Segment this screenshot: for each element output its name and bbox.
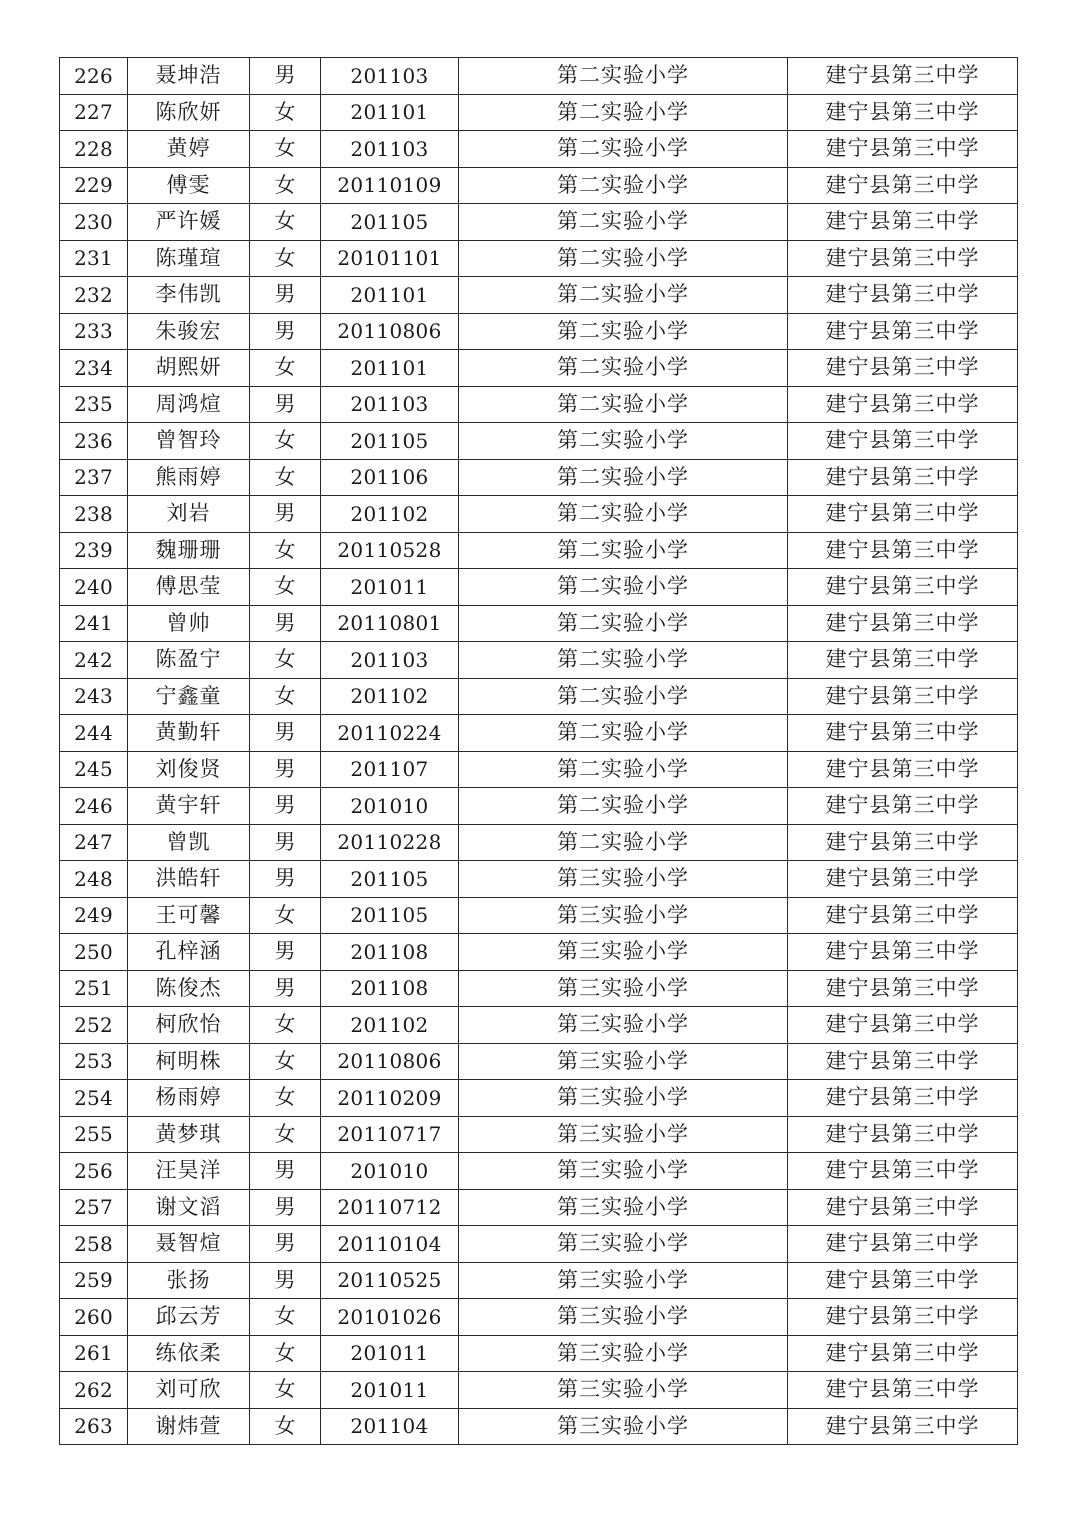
primary-school-cell: 第三实验小学 [459, 1226, 788, 1263]
row-number-cell: 238 [60, 496, 128, 533]
student-name-cell: 汪昊洋 [128, 1153, 250, 1190]
row-number-cell: 234 [60, 350, 128, 387]
assigned-school-cell: 建宁县第三中学 [788, 313, 1018, 350]
table-row [60, 131, 1018, 168]
student-name-cell: 谢文滔 [128, 1189, 250, 1226]
student-name-cell: 杨雨婷 [128, 1080, 250, 1117]
primary-school-cell: 第二实验小学 [459, 94, 788, 131]
assigned-school-cell: 建宁县第三中学 [788, 824, 1018, 861]
primary-school-cell: 第二实验小学 [459, 58, 788, 95]
gender-cell: 男 [250, 386, 321, 423]
roster-body [60, 58, 1018, 1445]
birth-date-cell: 20101026 [321, 1299, 459, 1336]
gender-cell: 男 [250, 861, 321, 898]
gender-cell: 女 [250, 423, 321, 460]
table-row [60, 1153, 1018, 1190]
primary-school-cell: 第二实验小学 [459, 240, 788, 277]
student-name-cell: 刘俊贤 [128, 751, 250, 788]
row-number-cell: 244 [60, 715, 128, 752]
student-name-cell: 傅雯 [128, 167, 250, 204]
birth-date-cell: 20110806 [321, 1043, 459, 1080]
primary-school-cell: 第二实验小学 [459, 642, 788, 679]
assigned-school-cell: 建宁县第三中学 [788, 678, 1018, 715]
table-row [60, 1116, 1018, 1153]
table-row [60, 496, 1018, 533]
student-name-cell: 陈瑾瑄 [128, 240, 250, 277]
gender-cell: 女 [250, 204, 321, 241]
student-name-cell: 王可馨 [128, 897, 250, 934]
gender-cell: 女 [250, 1408, 321, 1445]
gender-cell: 男 [250, 605, 321, 642]
primary-school-cell: 第三实验小学 [459, 1116, 788, 1153]
primary-school-cell: 第三实验小学 [459, 1153, 788, 1190]
table-row [60, 897, 1018, 934]
birth-date-cell: 201105 [321, 204, 459, 241]
student-name-cell: 魏珊珊 [128, 532, 250, 569]
assigned-school-cell: 建宁县第三中学 [788, 459, 1018, 496]
row-number-cell: 260 [60, 1299, 128, 1336]
assigned-school-cell: 建宁县第三中学 [788, 605, 1018, 642]
primary-school-cell: 第三实验小学 [459, 970, 788, 1007]
table-row [60, 715, 1018, 752]
student-name-cell: 柯欣怡 [128, 1007, 250, 1044]
row-number-cell: 233 [60, 313, 128, 350]
gender-cell: 男 [250, 313, 321, 350]
student-name-cell: 邱云芳 [128, 1299, 250, 1336]
table-row [60, 1189, 1018, 1226]
assigned-school-cell: 建宁县第三中学 [788, 970, 1018, 1007]
gender-cell: 男 [250, 824, 321, 861]
assigned-school-cell: 建宁县第三中学 [788, 1226, 1018, 1263]
primary-school-cell: 第二实验小学 [459, 313, 788, 350]
gender-cell: 女 [250, 131, 321, 168]
gender-cell: 男 [250, 788, 321, 825]
primary-school-cell: 第二实验小学 [459, 131, 788, 168]
gender-cell: 女 [250, 569, 321, 606]
birth-date-cell: 201107 [321, 751, 459, 788]
birth-date-cell: 201104 [321, 1408, 459, 1445]
table-row [60, 1226, 1018, 1263]
assigned-school-cell: 建宁县第三中学 [788, 1262, 1018, 1299]
gender-cell: 女 [250, 459, 321, 496]
student-name-cell: 张扬 [128, 1262, 250, 1299]
table-row [60, 1043, 1018, 1080]
birth-date-cell: 20110224 [321, 715, 459, 752]
assigned-school-cell: 建宁县第三中学 [788, 897, 1018, 934]
birth-date-cell: 201011 [321, 569, 459, 606]
table-row [60, 459, 1018, 496]
assigned-school-cell: 建宁县第三中学 [788, 1408, 1018, 1445]
gender-cell: 女 [250, 240, 321, 277]
student-name-cell: 曾帅 [128, 605, 250, 642]
primary-school-cell: 第二实验小学 [459, 350, 788, 387]
gender-cell: 男 [250, 1153, 321, 1190]
birth-date-cell: 201108 [321, 934, 459, 971]
birth-date-cell: 20110528 [321, 532, 459, 569]
primary-school-cell: 第二实验小学 [459, 277, 788, 314]
row-number-cell: 243 [60, 678, 128, 715]
student-name-cell: 黄梦琪 [128, 1116, 250, 1153]
gender-cell: 女 [250, 1299, 321, 1336]
primary-school-cell: 第三实验小学 [459, 934, 788, 971]
primary-school-cell: 第二实验小学 [459, 459, 788, 496]
primary-school-cell: 第二实验小学 [459, 496, 788, 533]
student-name-cell: 曾智玲 [128, 423, 250, 460]
table-row [60, 94, 1018, 131]
birth-date-cell: 201101 [321, 277, 459, 314]
table-row [60, 861, 1018, 898]
birth-date-cell: 201103 [321, 58, 459, 95]
student-name-cell: 练依柔 [128, 1335, 250, 1372]
table-row [60, 788, 1018, 825]
gender-cell: 男 [250, 970, 321, 1007]
student-name-cell: 傅思莹 [128, 569, 250, 606]
assigned-school-cell: 建宁县第三中学 [788, 240, 1018, 277]
primary-school-cell: 第二实验小学 [459, 788, 788, 825]
primary-school-cell: 第三实验小学 [459, 1080, 788, 1117]
row-number-cell: 227 [60, 94, 128, 131]
student-name-cell: 陈欣妍 [128, 94, 250, 131]
primary-school-cell: 第三实验小学 [459, 861, 788, 898]
assigned-school-cell: 建宁县第三中学 [788, 1153, 1018, 1190]
gender-cell: 女 [250, 1043, 321, 1080]
primary-school-cell: 第三实验小学 [459, 1043, 788, 1080]
table-row [60, 204, 1018, 241]
student-name-cell: 胡熙妍 [128, 350, 250, 387]
table-row [60, 1408, 1018, 1445]
primary-school-cell: 第三实验小学 [459, 1189, 788, 1226]
assigned-school-cell: 建宁县第三中学 [788, 386, 1018, 423]
primary-school-cell: 第三实验小学 [459, 1299, 788, 1336]
student-name-cell: 周鸿煊 [128, 386, 250, 423]
row-number-cell: 230 [60, 204, 128, 241]
birth-date-cell: 20110228 [321, 824, 459, 861]
birth-date-cell: 20110209 [321, 1080, 459, 1117]
assigned-school-cell: 建宁县第三中学 [788, 58, 1018, 95]
assigned-school-cell: 建宁县第三中学 [788, 569, 1018, 606]
birth-date-cell: 20110801 [321, 605, 459, 642]
assigned-school-cell: 建宁县第三中学 [788, 94, 1018, 131]
assigned-school-cell: 建宁县第三中学 [788, 350, 1018, 387]
birth-date-cell: 20110712 [321, 1189, 459, 1226]
table-row [60, 934, 1018, 971]
birth-date-cell: 201101 [321, 350, 459, 387]
birth-date-cell: 20110717 [321, 1116, 459, 1153]
row-number-cell: 226 [60, 58, 128, 95]
table-row [60, 532, 1018, 569]
row-number-cell: 247 [60, 824, 128, 861]
student-name-cell: 曾凯 [128, 824, 250, 861]
student-name-cell: 聂智煊 [128, 1226, 250, 1263]
primary-school-cell: 第二实验小学 [459, 715, 788, 752]
gender-cell: 女 [250, 532, 321, 569]
student-name-cell: 熊雨婷 [128, 459, 250, 496]
birth-date-cell: 20110525 [321, 1262, 459, 1299]
primary-school-cell: 第三实验小学 [459, 897, 788, 934]
row-number-cell: 257 [60, 1189, 128, 1226]
birth-date-cell: 201101 [321, 94, 459, 131]
gender-cell: 男 [250, 277, 321, 314]
table-row [60, 1335, 1018, 1372]
assigned-school-cell: 建宁县第三中学 [788, 751, 1018, 788]
student-name-cell: 黄勤轩 [128, 715, 250, 752]
row-number-cell: 259 [60, 1262, 128, 1299]
row-number-cell: 241 [60, 605, 128, 642]
gender-cell: 男 [250, 934, 321, 971]
row-number-cell: 240 [60, 569, 128, 606]
primary-school-cell: 第三实验小学 [459, 1007, 788, 1044]
table-row [60, 569, 1018, 606]
assigned-school-cell: 建宁县第三中学 [788, 1372, 1018, 1409]
assigned-school-cell: 建宁县第三中学 [788, 788, 1018, 825]
birth-date-cell: 201103 [321, 386, 459, 423]
row-number-cell: 236 [60, 423, 128, 460]
row-number-cell: 239 [60, 532, 128, 569]
table-row [60, 970, 1018, 1007]
table-row [60, 350, 1018, 387]
birth-date-cell: 201010 [321, 788, 459, 825]
row-number-cell: 262 [60, 1372, 128, 1409]
row-number-cell: 263 [60, 1408, 128, 1445]
table-row [60, 58, 1018, 95]
table-row [60, 642, 1018, 679]
table-row [60, 1007, 1018, 1044]
table-row [60, 1372, 1018, 1409]
birth-date-cell: 20101101 [321, 240, 459, 277]
assigned-school-cell: 建宁县第三中学 [788, 532, 1018, 569]
primary-school-cell: 第二实验小学 [459, 605, 788, 642]
table-row [60, 1299, 1018, 1336]
birth-date-cell: 201010 [321, 1153, 459, 1190]
row-number-cell: 253 [60, 1043, 128, 1080]
row-number-cell: 251 [60, 970, 128, 1007]
table-row [60, 277, 1018, 314]
birth-date-cell: 201108 [321, 970, 459, 1007]
table-row [60, 605, 1018, 642]
gender-cell: 男 [250, 751, 321, 788]
primary-school-cell: 第二实验小学 [459, 532, 788, 569]
row-number-cell: 246 [60, 788, 128, 825]
table-row [60, 386, 1018, 423]
primary-school-cell: 第二实验小学 [459, 569, 788, 606]
student-name-cell: 刘可欣 [128, 1372, 250, 1409]
student-name-cell: 谢炜萱 [128, 1408, 250, 1445]
assigned-school-cell: 建宁县第三中学 [788, 1043, 1018, 1080]
row-number-cell: 232 [60, 277, 128, 314]
gender-cell: 男 [250, 1226, 321, 1263]
birth-date-cell: 201102 [321, 678, 459, 715]
primary-school-cell: 第二实验小学 [459, 423, 788, 460]
assigned-school-cell: 建宁县第三中学 [788, 1299, 1018, 1336]
assigned-school-cell: 建宁县第三中学 [788, 861, 1018, 898]
assigned-school-cell: 建宁县第三中学 [788, 642, 1018, 679]
assigned-school-cell: 建宁县第三中学 [788, 715, 1018, 752]
primary-school-cell: 第二实验小学 [459, 824, 788, 861]
gender-cell: 女 [250, 678, 321, 715]
assigned-school-cell: 建宁县第三中学 [788, 934, 1018, 971]
assigned-school-cell: 建宁县第三中学 [788, 1080, 1018, 1117]
gender-cell: 男 [250, 715, 321, 752]
primary-school-cell: 第二实验小学 [459, 204, 788, 241]
row-number-cell: 248 [60, 861, 128, 898]
gender-cell: 男 [250, 1189, 321, 1226]
primary-school-cell: 第二实验小学 [459, 386, 788, 423]
student-roster-table [59, 57, 1018, 1445]
row-number-cell: 250 [60, 934, 128, 971]
student-name-cell: 刘岩 [128, 496, 250, 533]
row-number-cell: 242 [60, 642, 128, 679]
table-row [60, 678, 1018, 715]
birth-date-cell: 201011 [321, 1335, 459, 1372]
assigned-school-cell: 建宁县第三中学 [788, 1335, 1018, 1372]
table-row [60, 751, 1018, 788]
primary-school-cell: 第三实验小学 [459, 1262, 788, 1299]
gender-cell: 女 [250, 350, 321, 387]
gender-cell: 女 [250, 1080, 321, 1117]
birth-date-cell: 201103 [321, 131, 459, 168]
table-row [60, 313, 1018, 350]
student-name-cell: 陈盈宁 [128, 642, 250, 679]
table-row [60, 423, 1018, 460]
birth-date-cell: 20110806 [321, 313, 459, 350]
assigned-school-cell: 建宁县第三中学 [788, 131, 1018, 168]
row-number-cell: 228 [60, 131, 128, 168]
assigned-school-cell: 建宁县第三中学 [788, 277, 1018, 314]
primary-school-cell: 第三实验小学 [459, 1408, 788, 1445]
row-number-cell: 261 [60, 1335, 128, 1372]
student-name-cell: 朱骏宏 [128, 313, 250, 350]
birth-date-cell: 201102 [321, 496, 459, 533]
table-row [60, 1262, 1018, 1299]
student-name-cell: 陈俊杰 [128, 970, 250, 1007]
gender-cell: 男 [250, 1262, 321, 1299]
row-number-cell: 229 [60, 167, 128, 204]
student-name-cell: 李伟凯 [128, 277, 250, 314]
gender-cell: 女 [250, 897, 321, 934]
student-name-cell: 洪皓轩 [128, 861, 250, 898]
primary-school-cell: 第二实验小学 [459, 678, 788, 715]
assigned-school-cell: 建宁县第三中学 [788, 423, 1018, 460]
student-name-cell: 黄宇轩 [128, 788, 250, 825]
primary-school-cell: 第三实验小学 [459, 1372, 788, 1409]
gender-cell: 女 [250, 1007, 321, 1044]
gender-cell: 男 [250, 496, 321, 533]
student-name-cell: 孔梓涵 [128, 934, 250, 971]
gender-cell: 女 [250, 167, 321, 204]
birth-date-cell: 20110109 [321, 167, 459, 204]
assigned-school-cell: 建宁县第三中学 [788, 167, 1018, 204]
student-name-cell: 聂坤浩 [128, 58, 250, 95]
assigned-school-cell: 建宁县第三中学 [788, 1116, 1018, 1153]
gender-cell: 女 [250, 1116, 321, 1153]
primary-school-cell: 第二实验小学 [459, 167, 788, 204]
row-number-cell: 258 [60, 1226, 128, 1263]
student-name-cell: 宁鑫童 [128, 678, 250, 715]
assigned-school-cell: 建宁县第三中学 [788, 1007, 1018, 1044]
birth-date-cell: 201105 [321, 897, 459, 934]
row-number-cell: 249 [60, 897, 128, 934]
row-number-cell: 245 [60, 751, 128, 788]
primary-school-cell: 第二实验小学 [459, 751, 788, 788]
gender-cell: 女 [250, 94, 321, 131]
birth-date-cell: 201011 [321, 1372, 459, 1409]
assigned-school-cell: 建宁县第三中学 [788, 204, 1018, 241]
assigned-school-cell: 建宁县第三中学 [788, 496, 1018, 533]
row-number-cell: 255 [60, 1116, 128, 1153]
row-number-cell: 256 [60, 1153, 128, 1190]
row-number-cell: 237 [60, 459, 128, 496]
student-name-cell: 严许媛 [128, 204, 250, 241]
student-name-cell: 柯明株 [128, 1043, 250, 1080]
birth-date-cell: 20110104 [321, 1226, 459, 1263]
gender-cell: 女 [250, 642, 321, 679]
birth-date-cell: 201102 [321, 1007, 459, 1044]
birth-date-cell: 201106 [321, 459, 459, 496]
student-name-cell: 黄婷 [128, 131, 250, 168]
table-row [60, 824, 1018, 861]
row-number-cell: 235 [60, 386, 128, 423]
gender-cell: 女 [250, 1335, 321, 1372]
table-row [60, 240, 1018, 277]
gender-cell: 女 [250, 1372, 321, 1409]
assigned-school-cell: 建宁县第三中学 [788, 1189, 1018, 1226]
gender-cell: 男 [250, 58, 321, 95]
birth-date-cell: 201105 [321, 423, 459, 460]
primary-school-cell: 第三实验小学 [459, 1335, 788, 1372]
table-row [60, 1080, 1018, 1117]
birth-date-cell: 201105 [321, 861, 459, 898]
row-number-cell: 231 [60, 240, 128, 277]
birth-date-cell: 201103 [321, 642, 459, 679]
row-number-cell: 254 [60, 1080, 128, 1117]
row-number-cell: 252 [60, 1007, 128, 1044]
table-row [60, 167, 1018, 204]
